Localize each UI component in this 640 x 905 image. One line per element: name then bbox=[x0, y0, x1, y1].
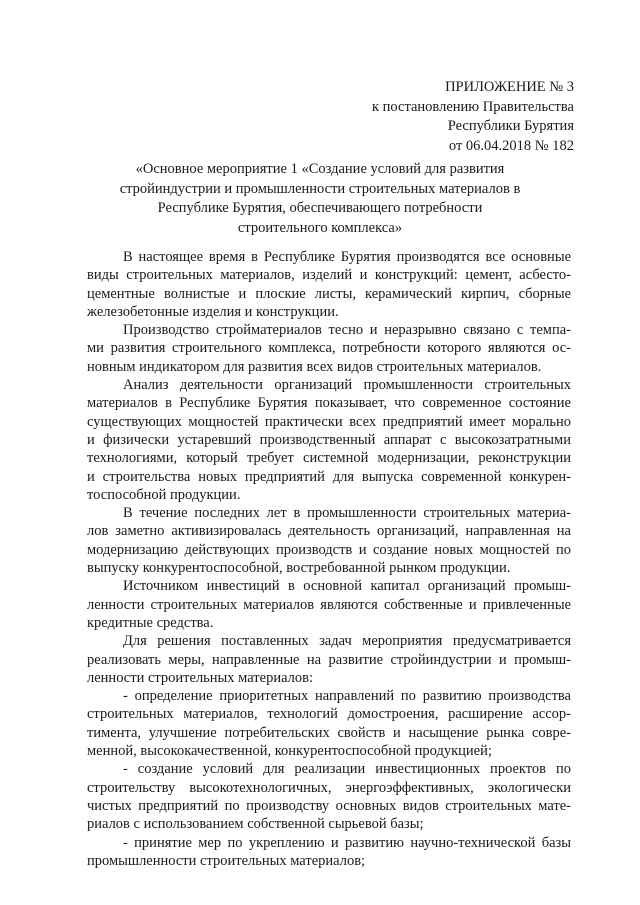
heading-line: стройиндустрии и промышленности строительных материалов в bbox=[119, 180, 521, 197]
body-line: тоспособной продукции. bbox=[87, 486, 241, 503]
body-line: Анализ деятельности организаций промышленности строительных bbox=[123, 377, 571, 394]
list-item-line: менной, высококачественной, конкурентоспособной продукцией; bbox=[87, 743, 492, 760]
body-line: новным индикатором для развития всех видов строительных материалов. bbox=[87, 358, 542, 375]
body-line: ленности строительных материалов: bbox=[87, 669, 314, 686]
body-line: железобетонные изделия и конструкции. bbox=[87, 303, 339, 320]
body-line: кредитные средства. bbox=[87, 614, 214, 631]
section-heading bbox=[60, 160, 580, 238]
body-line: Источником инвестиций в основной капитал организаций промыш- bbox=[123, 578, 571, 595]
appendix-block bbox=[372, 78, 574, 156]
list-item-line: чистых предприятий по производству основных видов строительных мате- bbox=[87, 797, 571, 814]
appendix-republic-line: Республики Бурятия bbox=[447, 118, 574, 134]
body-line: Для решения поставленных задач мероприятия предусматривается bbox=[123, 633, 571, 650]
body-line: модернизацию действующих производств и создание новых мощностей по bbox=[87, 541, 571, 558]
body-line: В течение последних лет в промышленности строительных материа- bbox=[123, 505, 571, 522]
body-line: Производство стройматериалов тесно и неразрывно связано с темпа- bbox=[123, 322, 571, 339]
body-line: цементные волнистые и плоские листы, керамический кирпич, сборные bbox=[87, 285, 571, 302]
list-item-line: - создание условий для реализации инвестиционных проектов по bbox=[123, 761, 571, 778]
body-text bbox=[87, 248, 571, 870]
body-line: лов заметно активизировалась деятельность организаций, направленная на bbox=[87, 523, 571, 540]
list-item-line: - определение приоритетных направлений по развитию производства bbox=[123, 688, 571, 705]
heading-line: «Основное мероприятие 1 «Создание условий для развития bbox=[135, 161, 505, 177]
list-item-line: тимента, улучшение потребительских свойств и насыщение рынка совре- bbox=[87, 724, 571, 741]
body-line: и строительства новых предприятий для выпуска современной конкурен- bbox=[87, 468, 571, 485]
body-line: и физически устаревший производственный аппарат с высокозатратными bbox=[87, 431, 571, 448]
body-line: материалов в Республике Бурятия показывает, что современное состояние bbox=[87, 395, 571, 412]
body-line: технологиями, который требует системной модернизации, реконструкции bbox=[87, 450, 571, 467]
appendix-title: ПРИЛОЖЕНИЕ № 3 bbox=[445, 79, 574, 95]
heading-line: строительного комплекса» bbox=[237, 219, 403, 236]
body-line: ми развития строительного комплекса, потребности которого являются ос- bbox=[87, 340, 571, 357]
list-item-line: риалов с использованием собственной сырьевой базы; bbox=[87, 816, 424, 833]
list-item-line: строительству высокотехнологичных, энергоэффективных, экологически bbox=[87, 779, 571, 796]
list-item-line: строительных материалов, технологий домостроения, расширение ассор- bbox=[87, 706, 571, 723]
body-line: существующих мощностей практически всех предприятий имеет морально bbox=[87, 413, 571, 430]
appendix-date-number: от 06.04.2018 № 182 bbox=[448, 137, 574, 154]
body-line: виды строительных материалов, изделий и конструкций: цемент, асбесто- bbox=[87, 267, 571, 284]
body-line: В настоящее время в Республике Бурятия производятся все основные bbox=[123, 249, 571, 265]
heading-line: Республике Бурятия, обеспечивающего потребности bbox=[157, 200, 483, 216]
appendix-resolution-line: к постановлению Правительства bbox=[372, 98, 574, 115]
body-line: выпуску конкурентоспособной, востребованной рынком продукции. bbox=[87, 560, 511, 577]
list-item-line: - принятие мер по укреплению и развитию научно-технической базы bbox=[123, 834, 571, 851]
list-item-line: промышленности строительных материалов; bbox=[87, 852, 366, 869]
body-line: реализовать меры, направленные на развитие стройиндустрии и промыш- bbox=[87, 651, 571, 668]
body-line: ленности строительных материалов являются собственные и привлеченные bbox=[87, 596, 571, 613]
